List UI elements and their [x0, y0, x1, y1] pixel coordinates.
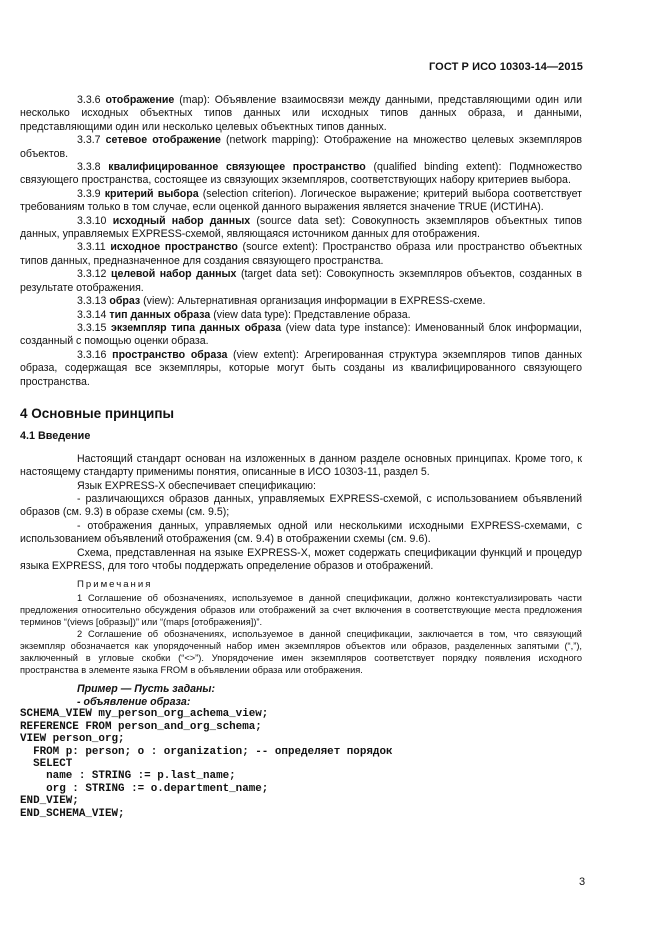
- code-line: org : STRING := o.department_name;: [20, 782, 269, 795]
- notes-block: [20, 579, 582, 676]
- example-subtitle: - объявление образа:: [77, 695, 191, 708]
- section-heading: 4 Основные принципы: [20, 405, 175, 421]
- paragraph: Схема, представленная на языке EXPRESS-X, может содержать спецификации функций и процедур языка EXPRESS, для того чтобы поддержать определение образов и отображений.: [20, 546, 582, 572]
- paragraph: - отображения данных, управляемых одной или несколькими исходными EXPRESS-схемами, с использованием объявлений отображения (см. 9.4) в отображении схемы (см. 9.6).: [20, 519, 582, 546]
- code-line: END_SCHEMA_VIEW;: [20, 807, 125, 820]
- page-number: 3: [579, 876, 586, 888]
- notes-title: Примечания: [77, 579, 153, 591]
- term-3-3-6: 3.3.6 отображение (map): Объявление взаимосвязи между данными, представляющими один или несколько исходных объектных типов данных или исходных типов данных образа, и данными, представляющими один или несколько целевых объектных типов данных.: [20, 94, 582, 133]
- term-3-3-8: 3.3.8 квалифицированное связующее пространство (qualified binding extent): Подмножество связующего пространства, состоящее из связующих экземпляров, соответствующих набору критериев выбора.: [20, 161, 582, 187]
- code-line: REFERENCE FROM person_and_org_schema;: [20, 720, 262, 733]
- example-block: [20, 683, 582, 820]
- section-4: [20, 407, 582, 573]
- term-3-3-11: 3.3.11 исходное пространство (source extent): Пространство образа или пространство объектных типов данных, предназначенное для создания связующего пространства.: [20, 241, 582, 267]
- code-line: END_VIEW;: [20, 795, 79, 808]
- term-3-3-12: 3.3.12 целевой набор данных (target data set): Совокупность экземпляров объектов, созданных в результате отображения.: [20, 268, 582, 294]
- term-3-3-16: 3.3.16 пространство образа (view extent): Агрегированная структура экземпляров типов данных образа, содержащая все экземпляры, которые могут быть созданы из квалифицированного связующего пространства.: [20, 348, 583, 388]
- term-3-3-10: 3.3.10 исходный набор данных (source data set): Совокупность экземпляров объектных типов данных, управляемых EXPRESS-схемой, являющаяся источником данных для отображения.: [20, 214, 582, 241]
- code-line: SELECT: [20, 758, 73, 771]
- page-content: [20, 94, 583, 820]
- document-header: ГОСТ Р ИСО 10303-14—2015: [428, 61, 583, 73]
- paragraph: Настоящий стандарт основан на изложенных в данном разделе основных принципах. Кроме того, к настоящему стандарту применимы понятия, описанные в ИСО 10303-11, раздел 5.: [20, 452, 582, 479]
- term-3-3-7: 3.3.7 сетевое отображение (network mapping): Отображение на множество целевых экземпляров объектов.: [20, 134, 582, 160]
- subsection-heading: 4.1 Введение: [20, 430, 91, 443]
- code-line: FROM p: person; o : organization; -- определяет порядок: [20, 745, 393, 758]
- term-3-3-15: 3.3.15 экземпляр типа данных образа (view data type instance): Именованный блок информации, созданный с помощью оценки образа.: [20, 321, 582, 348]
- note-2: 2 Соглашение об обозначениях, используемое в данной спецификации, заключается в том, что связующий экземпляр обозначается как упорядоченный набор имен экземпляров объектов или образов, разделенных запятыми (“,”), заключенный в угловые скобки (“<>”). Упорядочение имен экземпляров соответствует порядку появления исходного пространства в элементе языка FROM в объявлении образа или отображения.: [20, 629, 582, 676]
- term-3-3-14: 3.3.14 тип данных образа (view data type): Представление образа.: [77, 308, 411, 321]
- code-line: name : STRING := p.last_name;: [20, 770, 236, 783]
- example-title: Пример — Пусть заданы:: [77, 683, 216, 696]
- term-3-3-9: 3.3.9 критерий выбора (selection criterion). Логическое выражение; критерий выбора соответствует требованиям только в том случае, если оценкой данного выражения является значение TRUE (ИСТИНА).: [20, 187, 582, 214]
- paragraph: Язык EXPRESS-X обеспечивает спецификацию:: [77, 479, 316, 492]
- term-3-3-13: 3.3.13 образ (view): Альтернативная организация информации в EXPRESS-схеме.: [77, 295, 486, 308]
- code-line: SCHEMA_VIEW my_person_org_achema_view;: [20, 708, 269, 721]
- code-line: VIEW person_org;: [20, 733, 125, 746]
- paragraph: - различающихся образов данных, управляемых EXPRESS-схемой, с использованием объявлений образов (см. 9.3) в образе схемы (см. 9.5);: [20, 492, 582, 519]
- note-1: 1 Соглашение об обозначениях, используемое в данной спецификации, должно контекстуализировать части предложения относительно обсуждения образов или отображений за счет включения в соответствующие места предложения терминов “(views [образы])” или “(maps [отображения])”.: [20, 593, 582, 628]
- terms-list: [20, 94, 582, 389]
